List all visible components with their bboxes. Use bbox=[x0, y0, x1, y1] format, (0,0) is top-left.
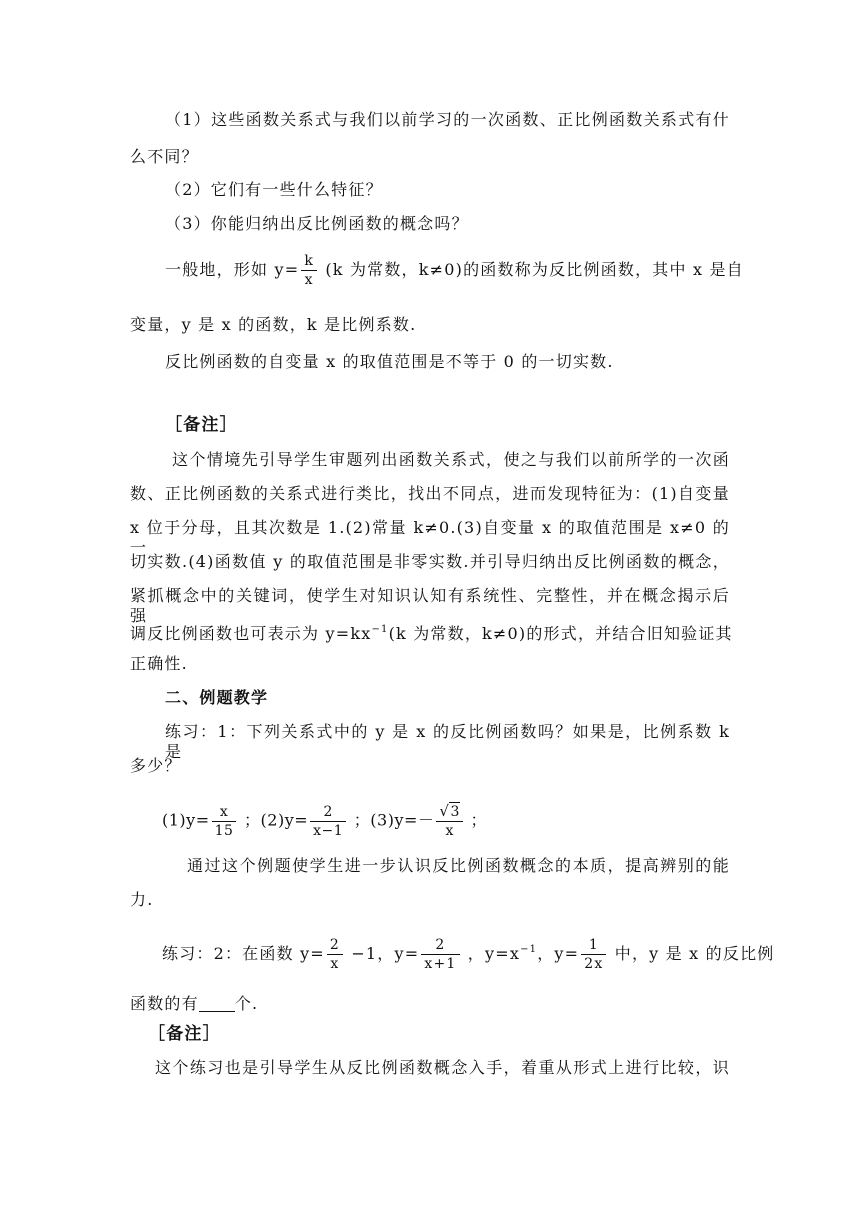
note-2-line-1: 这个练习也是引导学生从反比例函数概念入手，着重从形式上进行比较，识 bbox=[155, 1058, 730, 1077]
question-1-line-1: （1）这些函数关系式与我们以前学习的一次函数、正比例函数关系式有什 bbox=[165, 110, 730, 129]
definition-text-suffix: (k 为常数，k≠0)的函数称为反比例函数，其中 x 是自 bbox=[319, 260, 744, 279]
note-1-line-1: 这个情境先引导学生审题列出函数关系式，使之与我们以前所学的一次函 bbox=[172, 450, 730, 469]
note-1-line-3: x 位于分母，且其次数是 1.(2)常量 k≠0.(3)自变量 x 的取值范围是 x≠0 的一 bbox=[130, 518, 730, 557]
exercise-1-line-1: 练习：1：下列关系式中的 y 是 x 的反比例函数吗？如果是，比例系数 k 是 bbox=[165, 722, 730, 761]
fraction-x-over-15: $\frac{x}{15}$ bbox=[212, 803, 237, 840]
exercise-2-line-1: 练习：2：在函数 y= $\frac{2}{x}$ −1，y= $\frac{2}{x+1}$ ，$y=x^{-1}$，y= $\frac{1}{2x}$ 中，y 是 x 的反比例 bbox=[162, 937, 775, 972]
fraction-sqrt3-over-x: $\frac{√3}{x}$ bbox=[436, 802, 462, 840]
question-1-line-2: 么不同？ bbox=[130, 147, 199, 166]
note-1-line-5: 紧抓概念中的关键词，使学生对知识认知有系统性、完整性，并在概念揭示后强 bbox=[130, 586, 730, 625]
note-1-line-2: 数、正比例函数的关系式进行类比，找出不同点，进而发现特征为：(1)自变量 bbox=[130, 484, 730, 503]
fraction-1-over-2x: $\frac{1}{2x}$ bbox=[581, 936, 606, 973]
fraction-2-over-x-plus-1: $\frac{2}{x+1}$ bbox=[421, 936, 459, 973]
exercise-2-line-2: 函数的有 个. bbox=[130, 994, 259, 1013]
exercise-1-expressions: (1)y= $\frac{x}{15}$ ；(2)y= $\frac{2}{x-1}$ ；(3)y=－ $\frac{√3}{x}$ ； bbox=[162, 802, 488, 839]
question-2: （2）它们有一些什么特征？ bbox=[165, 180, 383, 199]
comment-line-2: 力. bbox=[130, 890, 154, 909]
answer-blank[interactable] bbox=[199, 995, 235, 1012]
exercise-1-line-2: 多少？ bbox=[130, 756, 182, 775]
section-2-heading: 二、例题教学 bbox=[165, 688, 269, 707]
definition-text-prefix: 一般地，形如 y= bbox=[165, 260, 300, 279]
sqrt-sign: √ bbox=[439, 802, 450, 820]
definition-line-2: 变量，y 是 x 的函数，k 是比例系数. bbox=[130, 315, 417, 334]
fraction-2-over-x: $\frac{2}{x}$ bbox=[327, 936, 343, 973]
comment-line-1: 通过这个例题使学生进一步认识反比例函数概念的本质，提高辨别的能 bbox=[187, 856, 730, 875]
fraction-2-over-x-minus-1: $\frac{2}{x-1}$ bbox=[310, 803, 346, 840]
note-1-line-7: 正确性. bbox=[130, 654, 188, 673]
question-3: （3）你能归纳出反比例函数的概念吗？ bbox=[165, 214, 469, 233]
note-1-line-4: 切实数.(4)函数值 y 的取值范围是非零实数.并引导归纳出反比例函数的概念， bbox=[130, 552, 730, 571]
definition-line-1 bbox=[165, 252, 744, 289]
domain-statement: 反比例函数的自变量 x 的取值范围是不等于 0 的一切实数. bbox=[165, 352, 614, 371]
note-1-line-6: 调反比例函数也可表示为 $y=kx^{-1}(k$ 为常数，k≠0)的形式，并结合旧知验证其 bbox=[130, 624, 733, 643]
note-2-title: ［备注］ bbox=[148, 1024, 221, 1044]
fraction-k-over-x: $\frac{k}{x}$ bbox=[301, 252, 317, 289]
note-1-title: ［备注］ bbox=[165, 415, 238, 435]
